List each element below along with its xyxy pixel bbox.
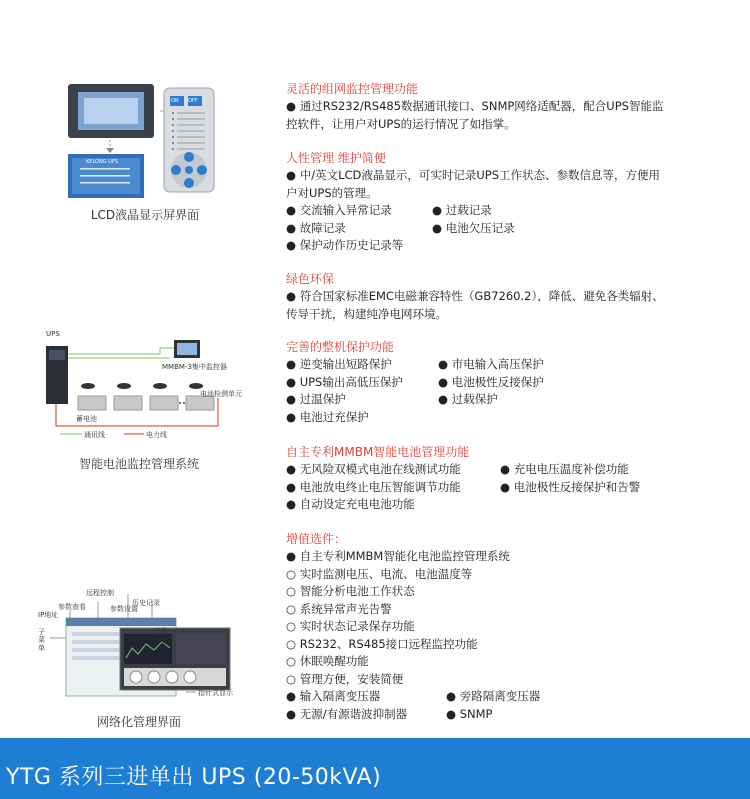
network-history-label: 历史记录 [132, 599, 160, 607]
footer-banner [0, 738, 750, 799]
feature-item: ● UPS输出高低压保护 [286, 374, 403, 389]
feature-item: ● 故障记录 [286, 220, 346, 235]
feature-item: ● 逆变输出短路保护 [286, 357, 392, 371]
feature-row [286, 220, 726, 238]
section-mmbm [286, 443, 726, 514]
product-title: YTG 系列三进单出 UPS (20-50kVA) [6, 765, 382, 790]
option-line: ○ 系统异常声光告警 [286, 601, 392, 616]
feature-row [286, 496, 726, 514]
feature-row [286, 237, 726, 255]
feature-item: ● 过载保护 [438, 392, 498, 406]
feature-row [286, 391, 726, 409]
feature-item: ● 无风险双模式电池在线测试功能 [286, 462, 461, 476]
feature-item: ● SNMP [446, 706, 493, 721]
feature-item: ● 交流输入异常记录 [286, 203, 392, 217]
feature-item: ● 保护动作历史记录等 [286, 238, 404, 252]
battery-system-figure [40, 328, 250, 443]
battery-storage-label: 蓄电池 [76, 415, 97, 423]
section-line: ● 通过RS232/RS485数据通讯接口、SNMP网络适配器，配合UPS智能监 [286, 99, 664, 113]
network-view-label: 参数查看 [58, 603, 86, 611]
feature-item: ● 充电电压温度补偿功能 [500, 462, 629, 476]
feature-item: ● 电池放电终止电压智能调节功能 [286, 479, 461, 494]
section-line: 传导干扰，构建纯净电网环境。 [286, 306, 447, 321]
feature-row [286, 688, 726, 706]
feature-item: ● 输入隔离变压器 [286, 689, 381, 703]
network-work-param-label: 工作 参数 [154, 627, 168, 645]
battery-system-diagram [40, 328, 250, 443]
feature-item: ● 电池过充保护 [286, 409, 369, 424]
feature-row [286, 461, 726, 479]
lcd-illustration [60, 78, 220, 203]
lcd-off-button-label: OFF [188, 98, 198, 104]
lcd-figure [60, 78, 220, 203]
feature-item: ● 旁路隔离变压器 [446, 689, 541, 703]
network-submenu-label: 子 菜 单 [38, 628, 45, 652]
section-line: 户对UPS的管理。 [286, 185, 378, 200]
section-title: 人性管理 维护简便 [286, 151, 386, 165]
feature-item: ● 电池极性反接保护和告警 [500, 479, 641, 494]
option-line: ○ 智能分析电池工作状态 [286, 584, 415, 598]
battery-monitor-label: MMBM-3集中监控器 [162, 363, 227, 371]
section-protection [286, 338, 726, 426]
network-remote-label: 远程控制 [86, 589, 114, 597]
network-pointer-label: 指针式显示 [198, 689, 233, 697]
section-networking [286, 80, 726, 133]
section-title: 完善的整机保护功能 [286, 340, 395, 354]
feature-row [286, 356, 726, 374]
option-line: ○ 管理方便，安装简便 [286, 671, 404, 686]
feature-row [286, 706, 726, 724]
lcd-screen-text: KELONG UPS [86, 159, 119, 165]
section-line: ● 符合国家标准EMC电磁兼容特性（GB7260.2），降低、避免各类辐射、 [286, 289, 664, 303]
section-management [286, 149, 726, 255]
feature-item: ● 过载记录 [432, 203, 492, 217]
feature-row [286, 202, 726, 220]
feature-item: ● 过温保护 [286, 392, 346, 406]
battery-power-legend: 电力线 [146, 431, 167, 439]
network-setting-label: 参数设置 [110, 605, 138, 613]
feature-item: ● 自动设定充电电池功能 [286, 497, 415, 511]
option-line: ○ 实时状态记录保存功能 [286, 619, 415, 633]
option-line: ○ RS232、RS485接口远程监控功能 [286, 636, 478, 651]
battery-comm-legend: 通讯线 [84, 431, 105, 439]
section-options [286, 530, 726, 723]
option-line: ○ 休眠唤醒功能 [286, 654, 369, 668]
battery-system-caption: 智能电池监控管理系统 [78, 457, 199, 471]
section-title: 灵活的组网监控管理功能 [286, 82, 419, 96]
feature-item: ● 电池欠压记录 [432, 220, 515, 235]
option-line: ○ 实时监测电压、电流、电池温度等 [286, 566, 473, 581]
feature-item: ● 市电输入高压保护 [438, 357, 544, 371]
feature-row [286, 479, 726, 497]
feature-item: ● 无源/有源谐波抑制器 [286, 706, 408, 721]
network-ip-label: IP地址 [38, 611, 59, 619]
feature-row [286, 374, 726, 392]
network-figure [36, 588, 246, 706]
battery-detect-label: 电池检测单元 [200, 390, 242, 398]
section-title: 自主专利MMBM智能电池管理功能 [286, 445, 470, 459]
network-caption: 网络化管理界面 [96, 715, 181, 729]
lcd-caption: LCD液晶显示屏界面 [90, 208, 200, 222]
section-line: ● 中/英文LCD液晶显示，可实时记录UPS工作状态、参数信息等，方便用 [286, 168, 661, 182]
section-title: 增值选件： [286, 532, 347, 546]
feature-item: ● 电池极性反接保护 [438, 374, 544, 389]
battery-ups-label: UPS [46, 330, 60, 338]
section-line: 控软件，让用户对UPS的运行情况了如指掌。 [286, 116, 516, 131]
feature-row [286, 409, 726, 427]
section-title: 绿色环保 [286, 272, 335, 286]
section-green [286, 270, 726, 323]
lcd-on-button-label: ON [171, 98, 179, 104]
option-line: ● 自主专利MMBM智能化电池监控管理系统 [286, 549, 510, 563]
